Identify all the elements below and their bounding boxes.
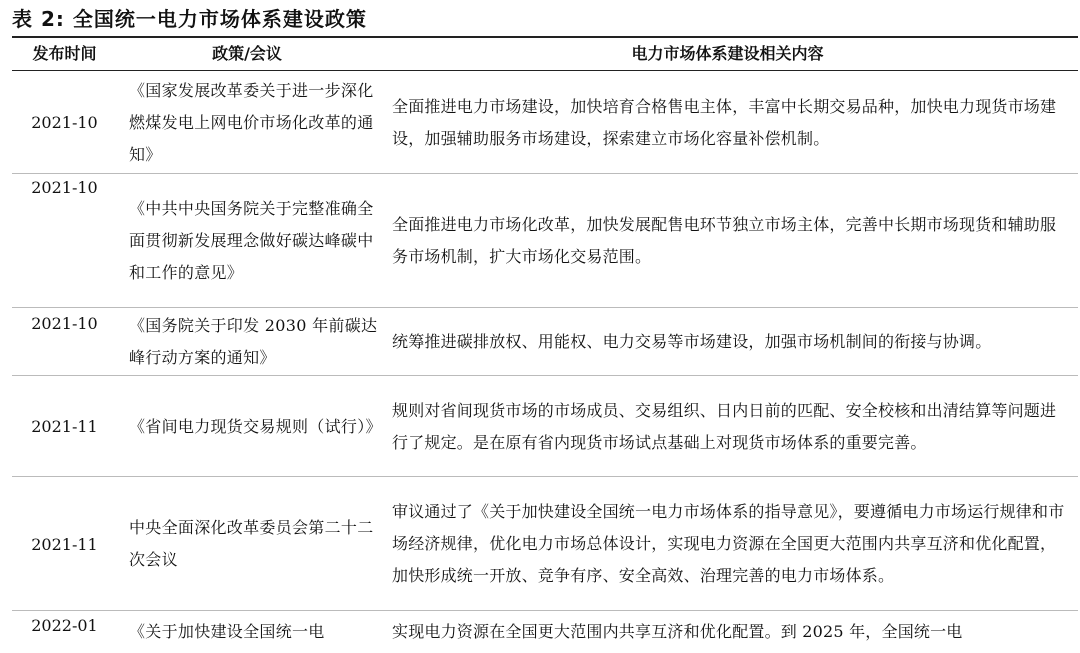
- table-title: 表 2: 全国统一电力市场体系建设政策: [12, 7, 367, 31]
- row-policy: 中央全面深化改革委员会第二十二次会议: [129, 518, 374, 569]
- row-date-cell: [12, 174, 117, 308]
- table-row: [12, 71, 1078, 174]
- row-date-cell: [12, 71, 117, 174]
- row-content: 统筹推进碳排放权、用能权、电力交易等市场建设，加强市场机制间的衔接与协调。: [392, 332, 992, 351]
- row-date-cell: [12, 308, 117, 376]
- row-policy: 《国家发展改革委关于进一步深化燃煤发电上网电价市场化改革的通知》: [129, 80, 374, 164]
- row-policy-cell: [129, 611, 384, 653]
- table-row: [12, 611, 1078, 653]
- row-date-cell: [12, 477, 117, 611]
- table-row: [12, 174, 1078, 308]
- row-policy-cell: [129, 477, 384, 611]
- row-policy: 《中共中央国务院关于完整准确全面贯彻新发展理念做好碳达峰碳中和工作的意见》: [129, 199, 374, 282]
- row-policy-cell: [129, 376, 384, 477]
- table-row: [12, 376, 1078, 477]
- row-content: 全面推进电力市场建设，加快培育合格售电主体，丰富中长期交易品种，加快电力现货市场建设，加强辅助服务市场建设，探索建立市场化容量补偿机制。: [392, 96, 1057, 148]
- row-content-cell: [392, 376, 1072, 477]
- row-policy: 《省间电力现货交易规则（试行）》: [129, 416, 382, 436]
- row-date: 2021-11: [31, 534, 98, 554]
- row-content-cell: [392, 477, 1072, 611]
- table-row: [12, 477, 1078, 611]
- row-date-cell: [12, 376, 117, 477]
- row-content-cell: [392, 174, 1072, 308]
- row-policy: 《关于加快建设全国统一电: [129, 622, 325, 641]
- row-date: 2022-01: [31, 616, 98, 635]
- row-policy: 《国务院关于印发 2030 年前碳达峰行动方案的通知》: [129, 316, 378, 367]
- table-row: [12, 308, 1078, 376]
- row-policy-cell: [129, 71, 384, 174]
- row-content-cell: [392, 71, 1072, 174]
- row-date: 2021-11: [31, 417, 98, 436]
- row-date-cell: [12, 611, 117, 653]
- header-content: 电力市场体系建设相关内容: [631, 44, 824, 63]
- row-content: 审议通过了《关于加快建设全国统一电力市场体系的指导意见》，要遵循电力市场运行规律和市场经济规律，优化电力市场总体设计，实现电力资源在全国更大范围内共享互济和优化配置，加快形成统一开放、竞争有序、安全高效、治理完善的电力市场体系。: [392, 502, 1065, 585]
- row-content: 全面推进电力市场化改革，加快发展配售电环节独立市场主体，完善中长期市场现货和辅助服务市场机制，扩大市场化交易范围。: [392, 215, 1057, 266]
- row-content-cell: [392, 611, 1072, 653]
- row-content: 规则对省间现货市场的市场成员、交易组织、日内日前的匹配、安全校核和出清结算等问题进行了规定。是在原有省内现货市场试点基础上对现货市场体系的重要完善。: [392, 400, 1057, 452]
- header-date: 发布时间: [32, 44, 97, 63]
- row-date: 2021-10: [31, 178, 98, 197]
- row-content: 实现电力资源在全国更大范围内共享互济和优化配置。到 2025 年，全国统一电: [392, 622, 963, 641]
- row-policy-cell: [129, 308, 384, 376]
- header-policy: 政策/会议: [212, 44, 282, 63]
- row-date: 2021-10: [31, 314, 98, 333]
- row-content-cell: [392, 308, 1072, 376]
- row-date: 2021-10: [31, 113, 98, 132]
- row-policy-cell: [129, 174, 384, 308]
